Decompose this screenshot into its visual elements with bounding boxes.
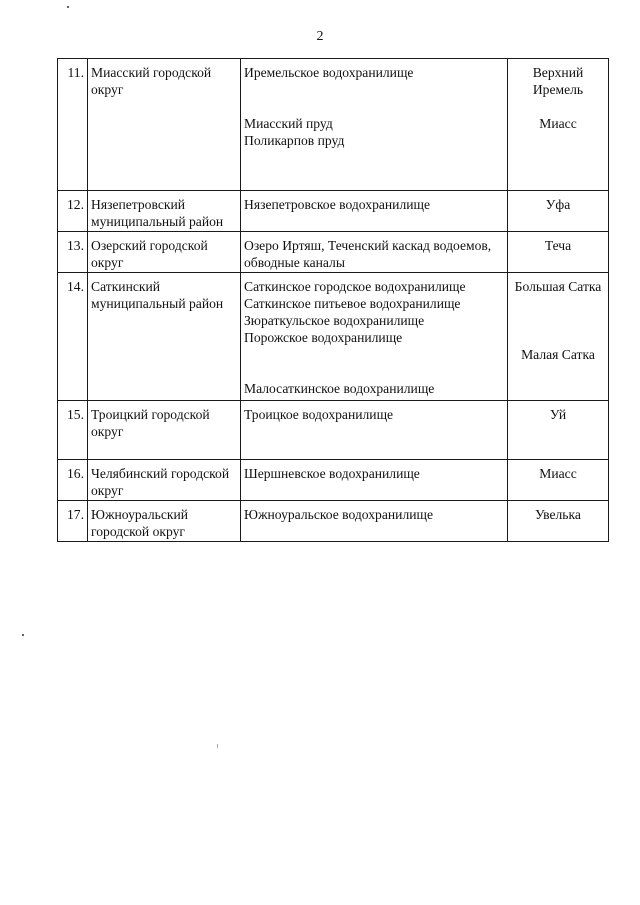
water-body-line: Саткинское питьевое водохранилище: [244, 296, 461, 311]
water-body-cell: [241, 232, 508, 273]
table-row: [58, 501, 609, 542]
table-row: [58, 59, 609, 191]
river-cell: [508, 59, 609, 191]
municipality-cell: Миасский городской округ: [88, 59, 241, 191]
scan-speck: [22, 634, 24, 636]
water-body-line: Порожское водохранилище: [244, 330, 403, 345]
river-cell: [508, 460, 609, 501]
table-row: [58, 232, 609, 273]
water-body-line: Поликарпов пруд: [244, 133, 345, 148]
river-name: Уй: [549, 407, 567, 422]
water-body-line: Шершневское водохранилище: [244, 466, 420, 481]
table-row: [58, 460, 609, 501]
municipality-cell: Южноуральский городской округ: [88, 501, 241, 542]
municipality-cell: Троицкий городской округ: [88, 401, 241, 460]
water-body-cell: [241, 191, 508, 232]
row-number: 13.: [58, 232, 88, 273]
row-number: 16.: [58, 460, 88, 501]
water-body-line: Озеро Иртяш, Теченский каскад водоемов, обводные каналы: [244, 238, 492, 270]
municipality-cell: Челябинский городской округ: [88, 460, 241, 501]
table-row: [58, 401, 609, 460]
river-cell: [508, 191, 609, 232]
water-body-line: Иремельское водохранилище: [244, 65, 414, 80]
water-body-line: Нязепетровское водохранилище: [244, 197, 431, 212]
water-body-line: Южноуральское водохранилище: [244, 507, 433, 522]
row-number: 12.: [58, 191, 88, 232]
row-number: 17.: [58, 501, 88, 542]
page-number: 2: [316, 29, 324, 44]
row-number: 11.: [58, 59, 88, 191]
water-body-cell: [241, 401, 508, 460]
municipality-cell: Нязепетровский муниципальный район: [88, 191, 241, 232]
river-cell: [508, 273, 609, 401]
river-cell: [508, 501, 609, 542]
water-body-cell: [241, 273, 508, 401]
water-body-line: Миасский пруд: [244, 116, 333, 131]
river-name: Малая Сатка: [521, 347, 595, 362]
scan-speck: [217, 744, 218, 748]
river-name: Миасс: [539, 466, 577, 481]
water-body-line: Малосаткинское водохранилище: [244, 381, 435, 396]
water-body-cell: [241, 501, 508, 542]
row-number: 15.: [58, 401, 88, 460]
water-body-line: Саткинское городское водохранилище: [244, 279, 466, 294]
water-body-line: Зюраткульское водохранилище: [244, 313, 425, 328]
municipality-cell: Саткинский муниципальный район: [88, 273, 241, 401]
water-body-line: Троицкое водохранилище: [244, 407, 394, 422]
water-body-cell: [241, 59, 508, 191]
row-number: 14.: [58, 273, 88, 401]
scan-speck: [67, 6, 69, 8]
river-name: Верхний Иремель: [532, 65, 584, 97]
reservoirs-table: [57, 58, 609, 542]
river-name: Большая Сатка: [514, 279, 602, 294]
water-body-cell: [241, 460, 508, 501]
municipality-cell: Озерский городской округ: [88, 232, 241, 273]
table-row: [58, 273, 609, 401]
river-cell: [508, 401, 609, 460]
river-name: Миасс: [539, 116, 577, 131]
river-name: Увелька: [535, 507, 581, 522]
river-name: Теча: [544, 238, 572, 253]
table-row: [58, 191, 609, 232]
river-name: Уфа: [545, 197, 571, 212]
river-cell: [508, 232, 609, 273]
